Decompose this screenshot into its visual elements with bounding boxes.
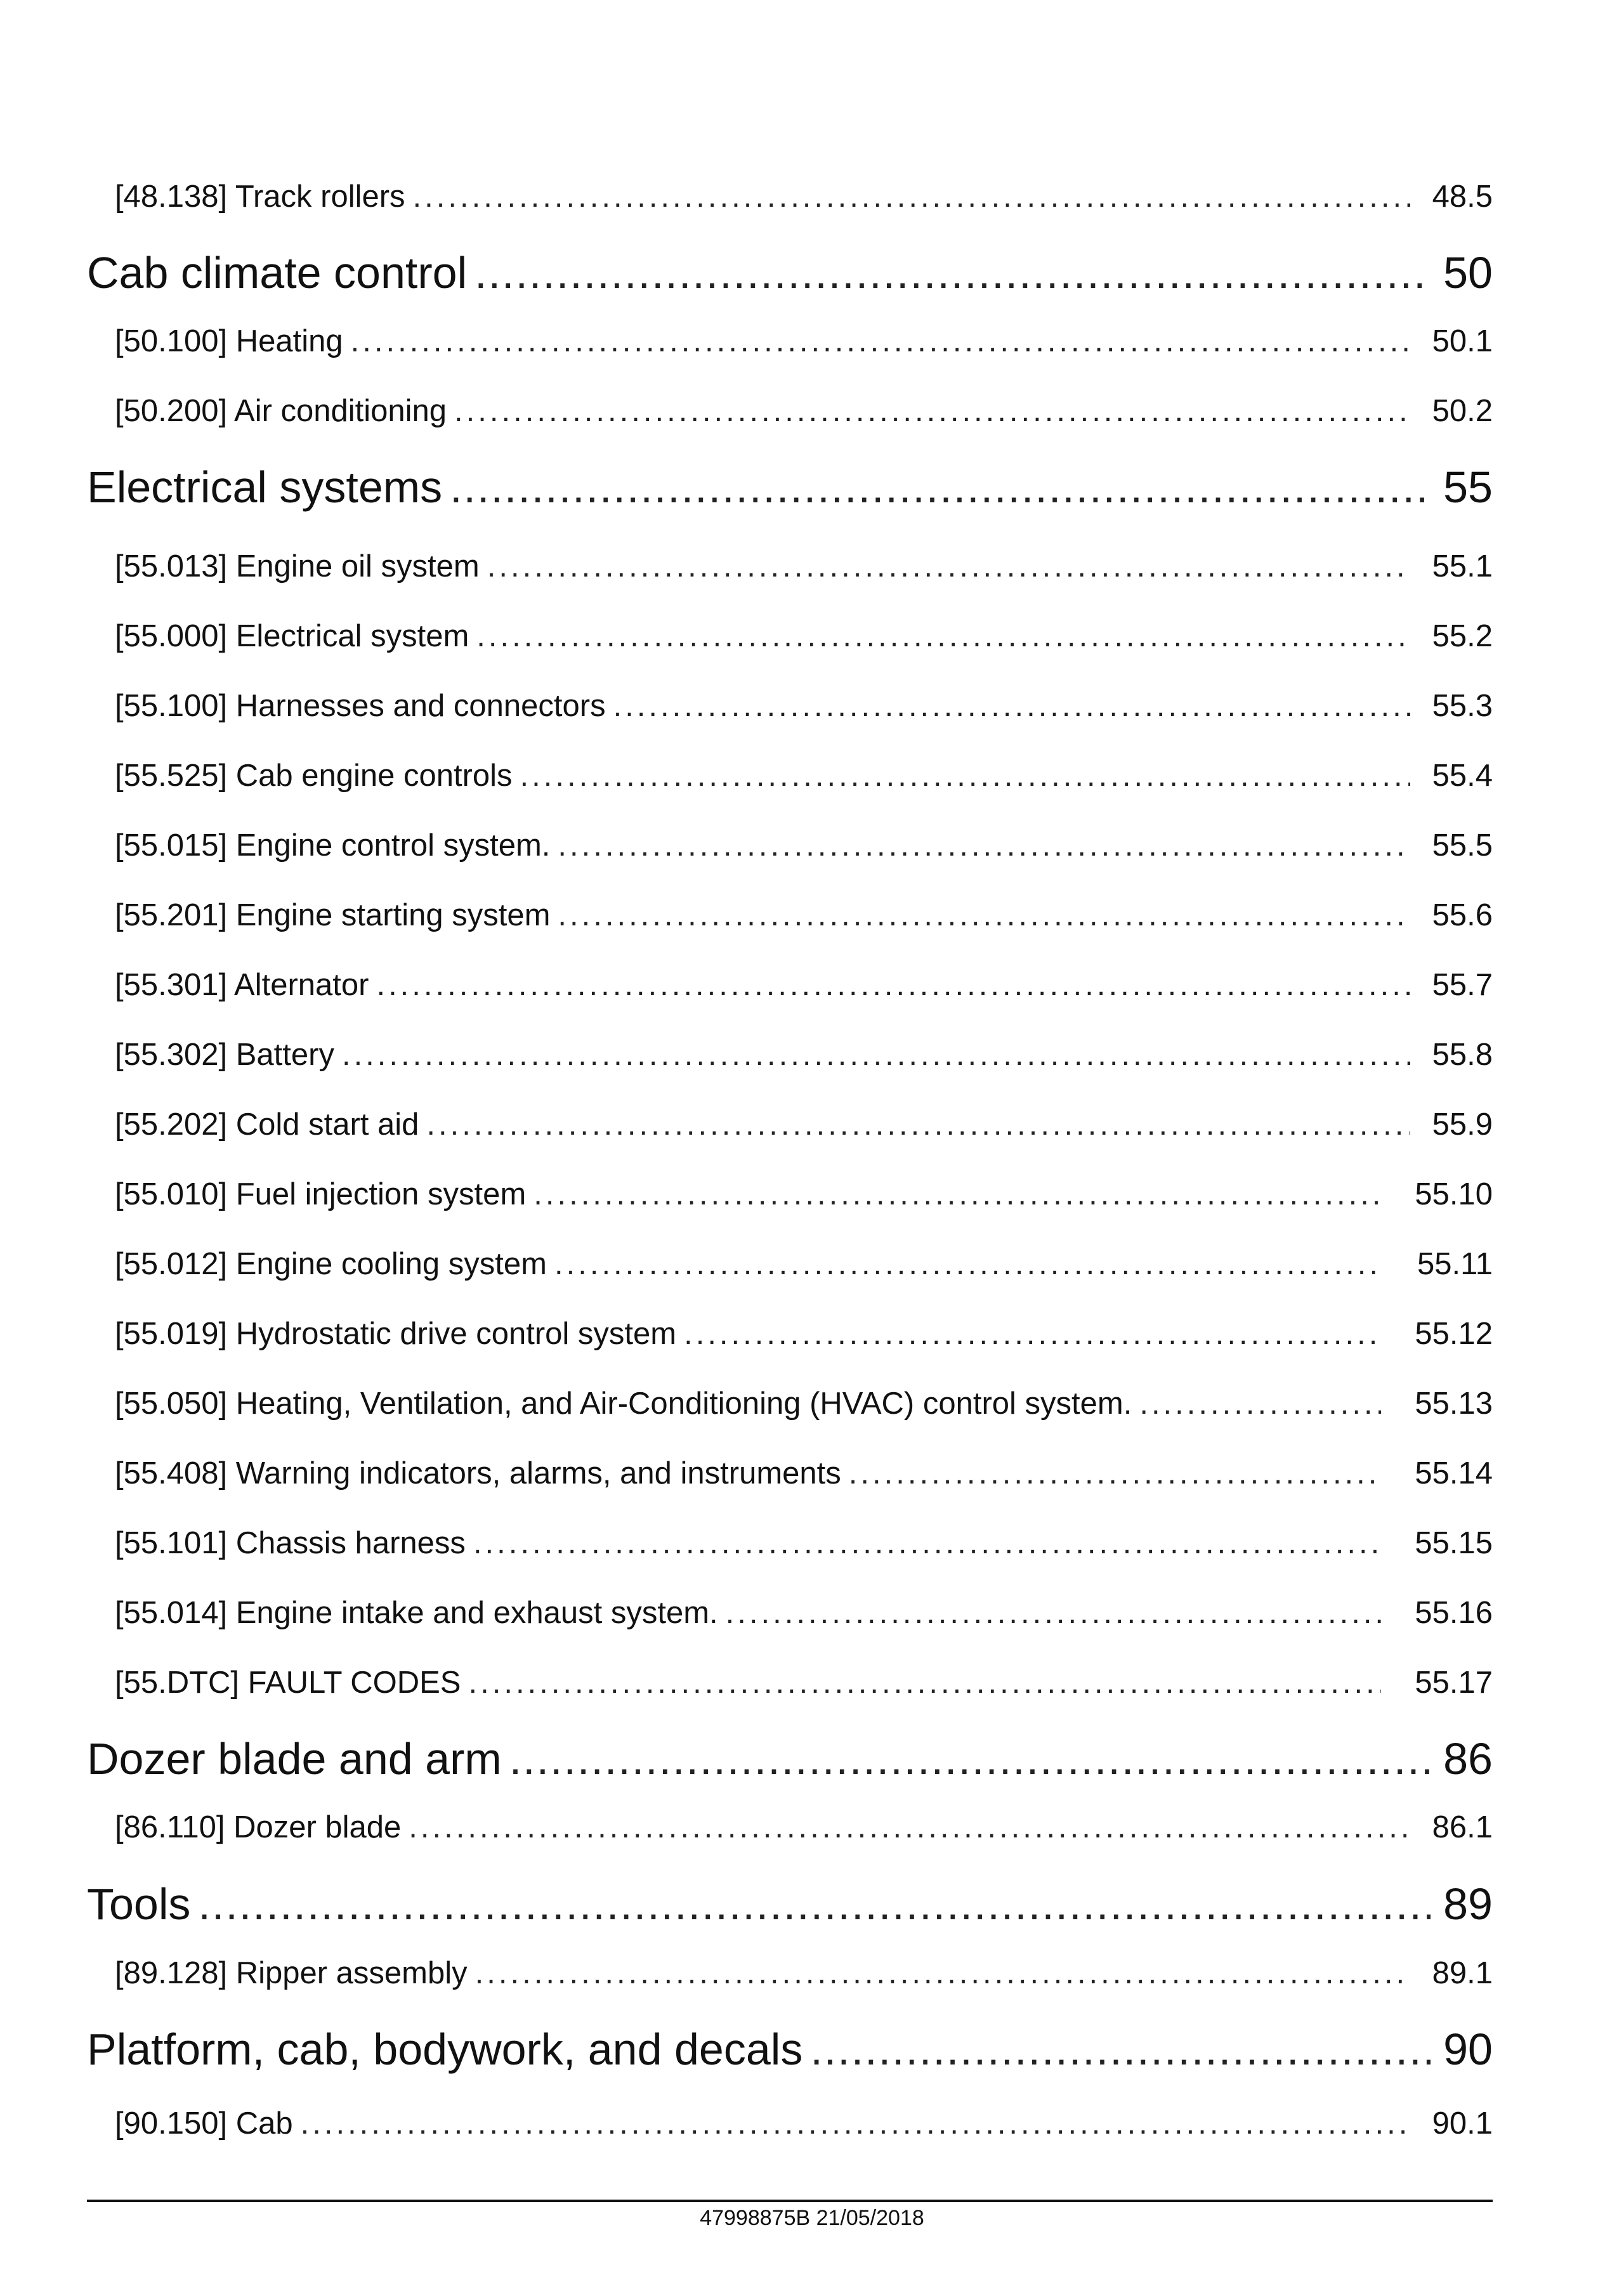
toc-section[interactable] — [87, 462, 1493, 512]
toc-entry-page: 89.1 — [1432, 1956, 1493, 1990]
dot-leader — [476, 618, 1410, 654]
dot-leader — [487, 549, 1410, 584]
toc-entry-label: [48.138] Track rollers — [115, 179, 405, 214]
toc-entry-label: [50.200] Air conditioning — [115, 394, 447, 428]
toc-entry-page: 55.6 — [1432, 898, 1493, 932]
dot-leader — [1139, 1386, 1381, 1421]
toc-entry-page: 90.1 — [1432, 2106, 1493, 2141]
toc-entry[interactable] — [87, 1177, 1493, 1212]
dot-leader — [409, 1810, 1410, 1845]
dot-leader — [726, 1595, 1381, 1631]
toc-entry[interactable] — [87, 1316, 1493, 1352]
toc-section-title: Tools — [87, 1879, 191, 1929]
toc-entry-page: 55.5 — [1432, 828, 1493, 863]
toc-section[interactable] — [87, 2024, 1493, 2075]
toc-entry-page: 55.13 — [1415, 1386, 1493, 1421]
dot-leader — [468, 1665, 1381, 1700]
toc-entry[interactable] — [87, 1665, 1493, 1700]
toc-entry[interactable] — [87, 897, 1493, 933]
toc-entry[interactable] — [87, 1456, 1493, 1491]
dot-leader — [554, 1246, 1381, 1282]
dot-leader — [558, 828, 1410, 863]
toc-section-page: 55 — [1443, 462, 1493, 512]
dot-leader — [454, 393, 1410, 429]
toc-entry-label: [55.301] Alternator — [115, 968, 369, 1002]
toc-entry[interactable] — [87, 758, 1493, 793]
toc-entry-label: [55.010] Fuel injection system — [115, 1177, 527, 1211]
toc-entry[interactable] — [87, 1107, 1493, 1142]
toc-entry-page: 86.1 — [1432, 1810, 1493, 1844]
dot-leader — [473, 1525, 1381, 1561]
toc-entry[interactable] — [87, 1386, 1493, 1421]
toc-entry-page: 48.5 — [1432, 179, 1493, 214]
toc-section-title: Cab climate control — [87, 248, 468, 297]
toc-entry-label: [55.408] Warning indicators, alarms, and instruments — [115, 1456, 841, 1490]
toc-entry[interactable] — [87, 828, 1493, 863]
toc-entry[interactable] — [87, 1525, 1493, 1561]
dot-leader — [684, 1316, 1381, 1352]
toc-section-title: Platform, cab, bodywork, and decals — [87, 2025, 803, 2074]
dot-leader — [450, 462, 1431, 512]
toc-entry-label: [55.202] Cold start aid — [115, 1107, 419, 1142]
toc-entry-label: [55.000] Electrical system — [115, 619, 469, 653]
toc-entry-page: 55.9 — [1432, 1107, 1493, 1142]
toc-entry-page: 55.3 — [1432, 689, 1493, 723]
toc-entry-label: [55.014] Engine intake and exhaust system. — [115, 1596, 718, 1630]
toc-section-page: 50 — [1443, 248, 1493, 297]
toc-entry[interactable] — [87, 1246, 1493, 1282]
toc-section-page: 89 — [1443, 1879, 1493, 1929]
toc-entry-page: 55.1 — [1432, 549, 1493, 584]
toc-entry-page: 55.2 — [1432, 619, 1493, 653]
toc-entry-page: 55.12 — [1415, 1317, 1493, 1351]
toc-entry-page: 50.2 — [1432, 394, 1493, 428]
toc-entry-label: [89.128] Ripper assembly — [115, 1956, 468, 1990]
toc-entry[interactable] — [87, 618, 1493, 654]
toc-section-title: Dozer blade and arm — [87, 1734, 502, 1784]
toc-entry-label: [55.012] Engine cooling system — [115, 1247, 547, 1281]
dot-leader — [475, 1955, 1410, 1991]
toc-entry-page: 55.17 — [1415, 1666, 1493, 1700]
toc-entry-label: [55.525] Cab engine controls — [115, 759, 513, 793]
toc-entry[interactable] — [87, 1955, 1493, 1991]
toc-entry-label: [55.100] Harnesses and connectors — [115, 689, 606, 723]
toc-entry[interactable] — [87, 967, 1493, 1003]
toc-entry-label: [50.100] Heating — [115, 324, 343, 358]
dot-leader — [520, 758, 1410, 793]
toc-entry[interactable] — [87, 2106, 1493, 2141]
dot-leader — [534, 1177, 1381, 1212]
toc-entry-page: 50.1 — [1432, 324, 1493, 358]
toc-entry[interactable] — [87, 549, 1493, 584]
dot-leader — [426, 1107, 1410, 1142]
toc-entry-page: 55.11 — [1417, 1247, 1493, 1281]
toc-entry[interactable] — [87, 1037, 1493, 1073]
dot-leader — [351, 323, 1410, 359]
toc-entry-label: [55.101] Chassis harness — [115, 1526, 466, 1560]
dot-leader — [475, 247, 1431, 298]
toc-entry-label: [55.DTC] FAULT CODES — [115, 1666, 461, 1700]
dot-leader — [376, 967, 1410, 1003]
toc-section-page: 90 — [1443, 2025, 1493, 2074]
toc-section-title: Electrical systems — [87, 462, 443, 512]
toc-entry-label: [55.050] Heating, Ventilation, and Air-Conditioning (HVAC) control system. — [115, 1386, 1132, 1421]
toc-entry-page: 55.15 — [1415, 1526, 1493, 1560]
toc-entry[interactable] — [87, 393, 1493, 429]
dot-leader — [413, 179, 1410, 214]
dot-leader — [509, 1733, 1431, 1784]
toc-entry-label: [55.013] Engine oil system — [115, 549, 480, 584]
toc-entry[interactable] — [87, 1595, 1493, 1631]
toc-entry-page: 55.10 — [1415, 1177, 1493, 1211]
toc-entry-label: [86.110] Dozer blade — [115, 1810, 402, 1844]
dot-leader — [613, 688, 1410, 724]
toc-entry-label: [55.015] Engine control system. — [115, 828, 551, 863]
footer-divider — [87, 2200, 1493, 2202]
dot-leader — [810, 2024, 1431, 2075]
toc-entry[interactable] — [87, 1810, 1493, 1845]
toc-entry-label: [55.302] Battery — [115, 1038, 334, 1072]
document-id: 47998875B 21/05/2018 — [700, 2206, 924, 2230]
dot-leader — [558, 897, 1410, 933]
toc-entry-label: [90.150] Cab — [115, 2106, 293, 2141]
toc-entry-page: 55.7 — [1432, 968, 1493, 1002]
toc-entry-label: [55.201] Engine starting system — [115, 898, 551, 932]
dot-leader — [198, 1879, 1431, 1929]
toc-entry-page: 55.14 — [1415, 1456, 1493, 1490]
toc-entry[interactable] — [87, 179, 1493, 214]
toc-section[interactable] — [87, 1733, 1493, 1784]
toc-entry-label: [55.019] Hydrostatic drive control system — [115, 1317, 677, 1351]
toc-entry-page: 55.16 — [1415, 1596, 1493, 1630]
toc-entry-page: 55.4 — [1432, 759, 1493, 793]
dot-leader — [342, 1037, 1410, 1073]
toc-section-page: 86 — [1443, 1734, 1493, 1784]
dot-leader — [849, 1456, 1381, 1491]
toc-entry[interactable] — [87, 688, 1493, 724]
dot-leader — [301, 2106, 1410, 2141]
toc-section[interactable] — [87, 247, 1493, 298]
toc-entry[interactable] — [87, 323, 1493, 359]
toc-entry-page: 55.8 — [1432, 1038, 1493, 1072]
toc-section[interactable] — [87, 1879, 1493, 1929]
